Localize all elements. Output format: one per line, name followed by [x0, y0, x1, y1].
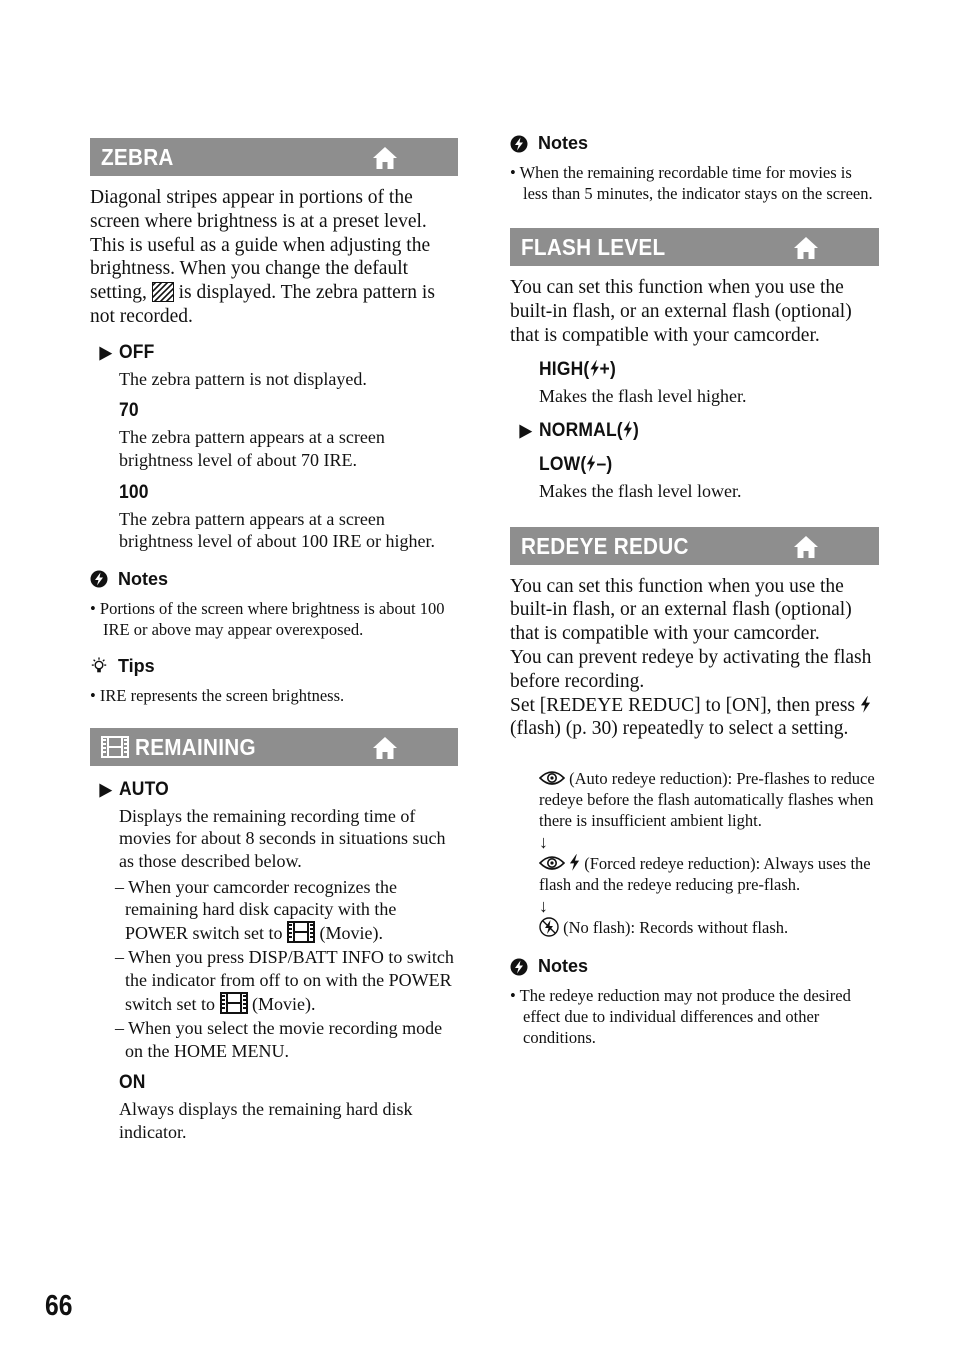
redeye-noflash-item [539, 917, 879, 938]
notes-icon [90, 570, 108, 588]
zebra-tip-text: IRE represents the screen brightness. [99, 685, 345, 705]
remaining-option-auto[interactable] [99, 778, 431, 801]
remaining-on-desc: Always displays the remaining hard disk indicator. [119, 1099, 413, 1142]
redeye-notes-heading-text: Notes [538, 956, 589, 977]
flash-normal-label-suffix: ) [632, 419, 639, 441]
page-number: 66 [45, 1290, 73, 1322]
remaining-notes-heading [510, 133, 879, 154]
list-item [115, 876, 458, 945]
remaining-auto-desc: Displays the remaining recording time of movies for about 8 seconds in situations such as those described below. [119, 805, 446, 871]
redeye-intro-1: You can set this function when you use the built-in flash, or an external flash (optional) that is compatible with your camcorder. [510, 575, 852, 645]
flash-level-section-header [510, 228, 879, 266]
home-icon[interactable] [372, 146, 398, 170]
zebra-option-off-desc: The zebra pattern is not displayed. [119, 368, 367, 389]
remaining-section-header [90, 728, 458, 766]
flash-level-title: FLASH LEVEL [521, 234, 666, 260]
bullet: • [510, 986, 516, 1006]
redeye-intro-2: You can prevent redeye by activating the flash before recording. [510, 646, 872, 692]
zebra-option-off-label: OFF [119, 341, 155, 363]
notes-icon [510, 958, 528, 976]
notes-icon [510, 135, 528, 153]
arrow-down-icon: ↓ [539, 832, 548, 853]
redeye-cycle [539, 768, 879, 938]
redeye-noflash-text: (No flash): Records without flash. [563, 918, 789, 938]
flash-high-label-suffix: +) [599, 359, 616, 381]
redeye-intro-3-before: Set [REDEYE REDUC] to [ON], then press [510, 694, 855, 716]
flash-high-desc: Makes the flash level higher. [539, 386, 747, 407]
flash-icon [589, 360, 599, 377]
zebra-icon [152, 282, 174, 302]
flash-high-label: HIGH( [539, 359, 590, 381]
zebra-intro-part2: is displayed. The zebra pattern is not recorded. [90, 282, 435, 327]
redeye-forced-item [539, 853, 879, 895]
zebra-option-70-label: 70 [119, 400, 139, 422]
arrow-down-icon: ↓ [539, 896, 548, 917]
zebra-tips-heading [90, 656, 458, 677]
bullet: • [90, 685, 96, 705]
case-text: – When you select the movie recording mode on the HOME MENU. [115, 1018, 443, 1061]
remaining-options [99, 778, 458, 1144]
redeye-section-header [510, 527, 879, 565]
flash-normal-label: NORMAL( [539, 419, 623, 441]
redeye-title: REDEYE REDUC [521, 532, 689, 559]
film-icon [220, 992, 248, 1014]
list-item [115, 946, 458, 1015]
zebra-option-100-desc: The zebra pattern appears at a screen brightness level of about 100 IRE or higher. [119, 508, 435, 552]
remaining-title: REMAINING [135, 733, 256, 760]
zebra-note-text: Portions of the screen where brightness is about 100 IRE or above may appear overexposed. [99, 598, 445, 639]
case-text: – When your camcorder recognizes the remaining hard disk capacity with the POWER switch set to [115, 876, 398, 943]
redeye-note-text: The redeye reduction may not produce the desired effect due to individual differences and other conditions. [519, 986, 851, 1048]
zebra-title: ZEBRA [101, 144, 174, 170]
flash-icon [569, 854, 580, 871]
tips-bulb-icon [90, 657, 108, 675]
redeye-auto-text: (Auto redeye reduction): Pre-flashes to reduce redeye before the flash automatically flashes when there is insufficient ambient light. [539, 769, 875, 831]
right-column [510, 133, 879, 1048]
flash-option-normal[interactable] [519, 419, 852, 442]
redeye-intro-3-after: (flash) (p. 30) repeatedly to select a setting. [510, 718, 849, 740]
flash-low-label-suffix: –) [596, 453, 613, 475]
zebra-option-off[interactable] [99, 341, 431, 364]
flash-option-high[interactable] [539, 359, 852, 381]
flash-level-intro: You can set this function when you use the built-in flash, or an external flash (optional) that is compatible with your camcorder. [510, 277, 852, 346]
flash-low-desc: Makes the flash level lower. [539, 480, 742, 501]
case-text-after: (Movie). [252, 993, 316, 1014]
film-icon [287, 921, 315, 943]
default-marker: ▶ [99, 342, 112, 362]
zebra-option-70[interactable] [119, 400, 431, 422]
flash-icon [860, 696, 871, 713]
zebra-option-100[interactable] [119, 482, 431, 504]
redeye-intro-3 [510, 694, 879, 742]
redeye-forced-text: (Forced redeye reduction): Always uses the flash and the redeye reducing pre-flash. [539, 854, 871, 895]
zebra-tips-heading-text: Tips [118, 655, 155, 676]
zebra-option-70-desc: The zebra pattern appears at a screen brightness level of about 70 IRE. [119, 427, 385, 470]
film-icon [101, 736, 129, 758]
case-text: – When you press DISP/BATT INFO to switch the indicator from off to on with the POWER switch set to [115, 947, 454, 1014]
zebra-options [99, 341, 458, 553]
zebra-section-header [90, 138, 458, 176]
redeye-notes-heading [510, 956, 879, 977]
remaining-on-label: ON [119, 1072, 146, 1094]
flash-option-low[interactable] [539, 454, 852, 476]
flash-low-label: LOW( [539, 453, 587, 475]
bullet: • [510, 163, 516, 182]
zebra-intro-part1: Diagonal stripes appear in portions of the screen where brightness is at a preset level. This is useful as a guide when adjusting the brightness. When you change the default setting, [90, 187, 431, 304]
remaining-note-text: When the remaining recordable time for movies is less than 5 minutes, the indicator stays on the screen. [519, 163, 873, 203]
remaining-option-on[interactable] [119, 1072, 431, 1094]
home-icon[interactable] [372, 736, 398, 760]
eye-icon [539, 770, 565, 786]
zebra-note-item [90, 598, 458, 640]
default-marker: ▶ [99, 779, 112, 799]
case-text-after: (Movie). [319, 922, 383, 943]
left-column [90, 138, 458, 1143]
zebra-notes-heading-text: Notes [118, 568, 169, 589]
no-flash-icon [539, 917, 559, 937]
zebra-option-100-label: 100 [119, 481, 149, 503]
redeye-note-item [510, 985, 879, 1048]
home-icon[interactable] [793, 236, 819, 260]
flash-icon [586, 455, 596, 472]
remaining-case-list [115, 876, 458, 1063]
remaining-notes-heading-text: Notes [538, 133, 589, 153]
list-item [115, 1017, 458, 1062]
zebra-notes-heading [90, 569, 458, 590]
default-marker: ▶ [519, 420, 532, 440]
remaining-auto-label: AUTO [119, 778, 169, 800]
flash-icon [623, 421, 633, 438]
bullet: • [90, 598, 96, 618]
flash-level-options [519, 359, 879, 502]
eye-icon [539, 855, 565, 871]
remaining-note-item [510, 162, 879, 204]
zebra-tip-item [90, 685, 458, 706]
redeye-auto-item [539, 768, 879, 831]
zebra-intro [90, 186, 458, 329]
home-icon[interactable] [793, 535, 819, 559]
